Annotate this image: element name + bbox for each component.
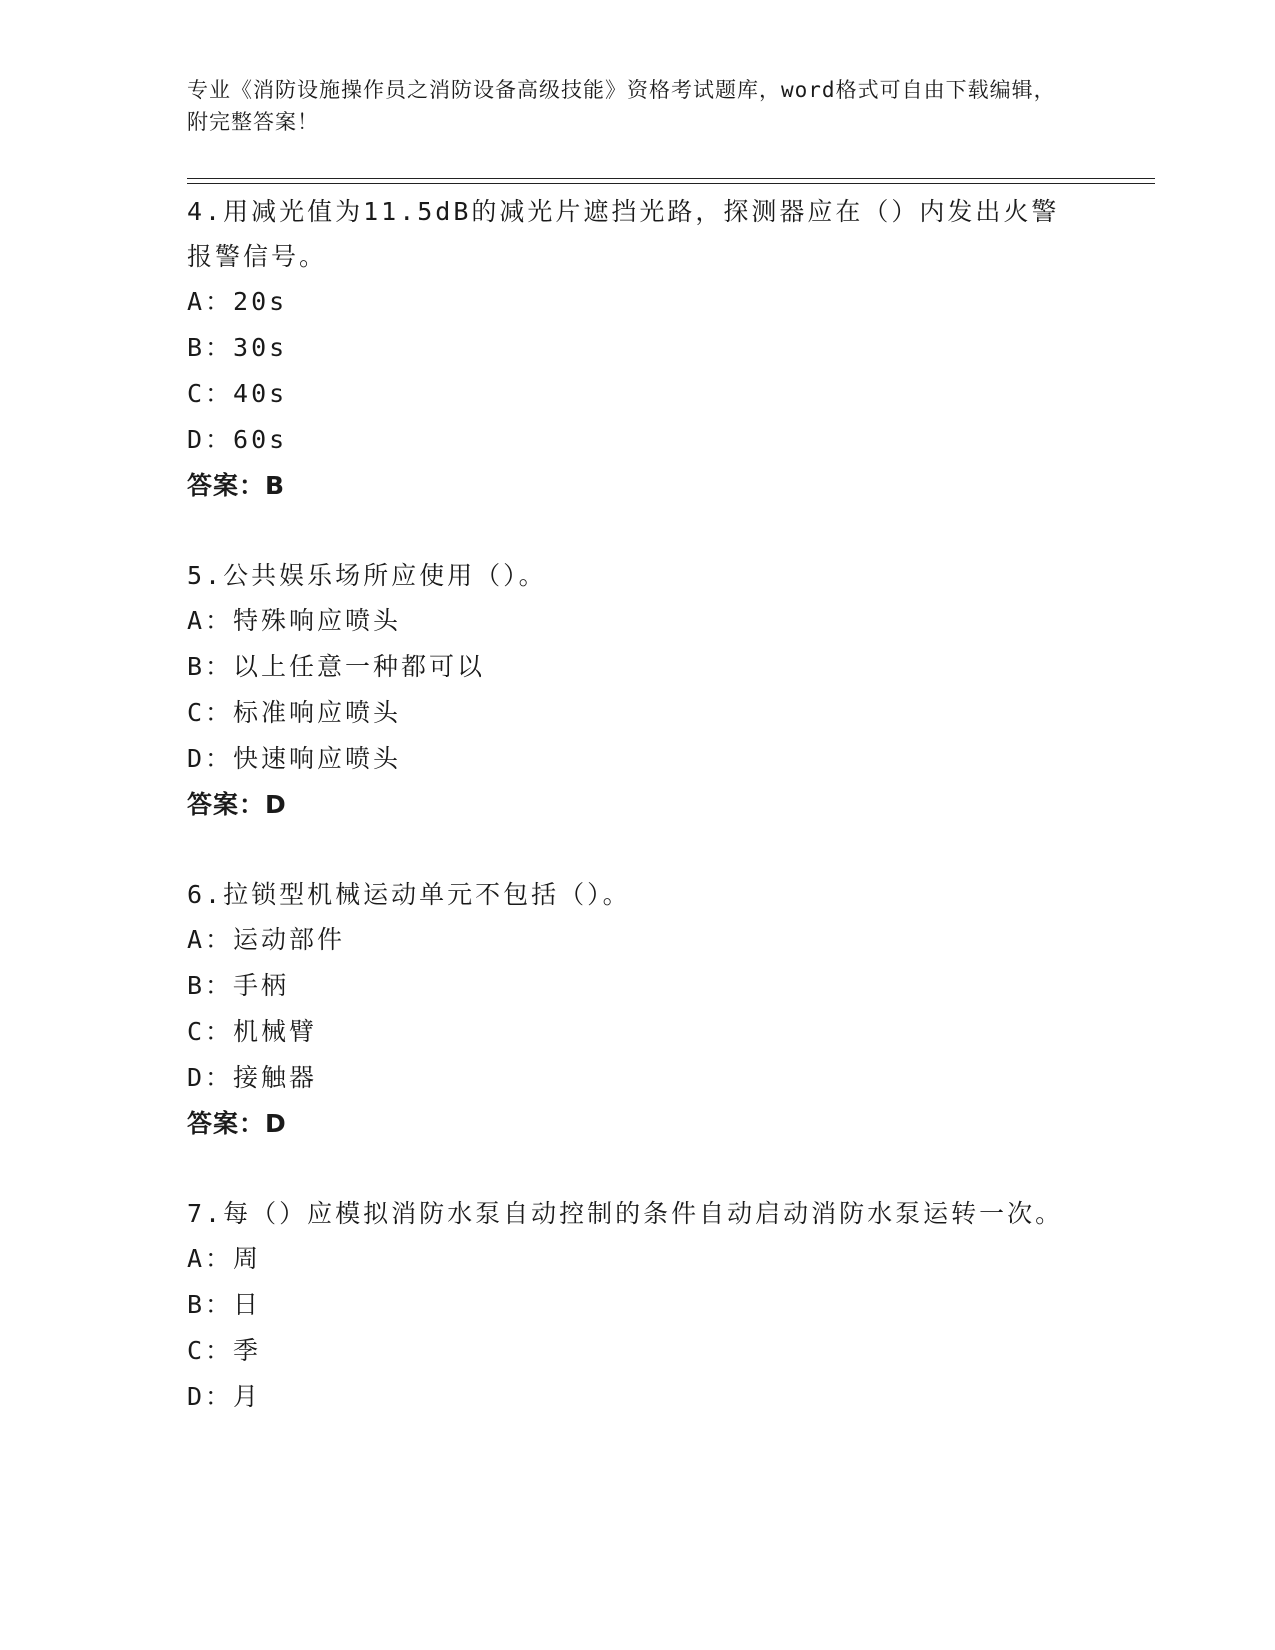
question-4: [187, 189, 1087, 509]
option-d: D：快速响应喷头: [187, 744, 402, 773]
option-d: D：月: [187, 1382, 262, 1411]
header-intro-text: 专业《消防设施操作员之消防设备高级技能》资格考试题库，word格式可自由下载编辑，附完整答案！: [187, 78, 1056, 134]
question-5: [187, 553, 1087, 828]
header-divider-top: [187, 178, 1155, 179]
header-divider-bottom: [187, 183, 1155, 184]
question-6: [187, 872, 1087, 1147]
option-c: C：40s: [187, 379, 288, 408]
option-a: A：20s: [187, 287, 288, 316]
option-b: B：日: [187, 1290, 262, 1319]
question-text: 6.拉锁型机械运动单元不包括（）。: [187, 880, 631, 909]
answer-label: 答案：D: [187, 790, 287, 819]
option-b: B：30s: [187, 333, 288, 362]
question-7: [187, 1191, 1087, 1420]
option-a: A：特殊响应喷头: [187, 606, 402, 635]
option-b: B：手柄: [187, 971, 290, 1000]
question-text: 5.公共娱乐场所应使用（）。: [187, 561, 547, 590]
option-a: A：运动部件: [187, 925, 346, 954]
option-a: A：周: [187, 1244, 262, 1273]
question-list: [187, 189, 1087, 1464]
option-c: C：季: [187, 1336, 262, 1365]
option-d: D：接触器: [187, 1063, 318, 1092]
question-text: 4.用减光值为11.5dB的减光片遮挡光路，探测器应在（）内发出火警报警信号。: [187, 197, 1060, 271]
option-c: C：机械臂: [187, 1017, 318, 1046]
answer-label: 答案：D: [187, 1109, 287, 1138]
question-text: 7.每（）应模拟消防水泵自动控制的条件自动启动消防水泵运转一次。: [187, 1199, 1064, 1228]
option-b: B：以上任意一种都可以: [187, 652, 486, 681]
answer-label: 答案：B: [187, 471, 286, 500]
option-c: C：标准响应喷头: [187, 698, 402, 727]
option-d: D：60s: [187, 425, 288, 454]
document-header: [187, 74, 1067, 138]
